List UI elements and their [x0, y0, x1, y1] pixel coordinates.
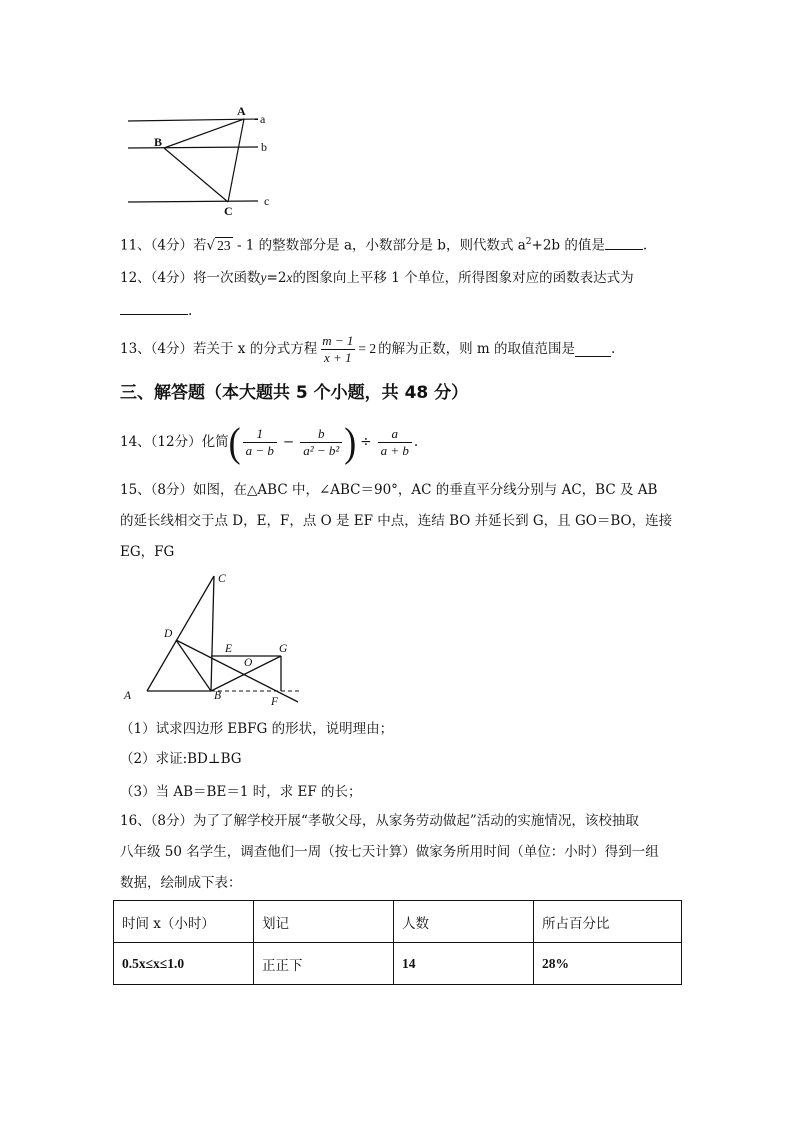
q14-fraction-1 [243, 426, 277, 459]
fig2-AC [147, 576, 214, 691]
housework-time-table [113, 900, 682, 985]
fig1-label-B: B [154, 135, 163, 149]
triangle-perpendicular-bisector-figure [120, 570, 310, 710]
question-14 [120, 420, 418, 464]
fig1-label-C: C [224, 204, 233, 218]
question-16-line-2: 八年级 50 名学生，调查他们一周（按七天计算）做家务所用时间（单位：小时）得到一组 [120, 844, 659, 860]
question-12-answer-line [120, 301, 192, 320]
question-15-sub-2: （2）求证:BD⊥BG [120, 751, 242, 767]
question-15-sub-1: （1）试求四边形 EBFG 的形状，说明理由； [120, 721, 394, 737]
q11-tail: +2b 的值是 [531, 237, 605, 254]
question-16-line-3: 数据，绘制成下表： [120, 875, 242, 891]
q11-text: - 1 的整数部分是 a，小数部分是 b，则代数式 a [236, 237, 526, 254]
q14-right-paren: ) [344, 419, 357, 465]
sqrt-sign: √ [206, 237, 216, 254]
q14-end: . [413, 434, 419, 450]
q14-prefix: 14、（12分）化简 [120, 434, 229, 450]
q14-fraction-3 [378, 426, 412, 459]
q12-end: . [188, 303, 193, 319]
fig2-label-G: G [279, 643, 288, 655]
question-15-line-1: 15、（8分）如图，在△ABC 中，∠ABC＝90°，AC 的垂直平分线分别与 AC，BC 及 AB [120, 482, 658, 498]
question-15-sub-3: （3）当 AB＝BE＝1 时，求 EF 的长； [120, 784, 362, 800]
fig2-BC [211, 576, 214, 691]
table-cell: 正正下 [254, 943, 394, 985]
fig2-label-E: E [225, 643, 233, 655]
question-15-line-2: 的延长线相交于点 D，E，F，点 O 是 EF 中点，连结 BO 并延长到 G，且 GO＝BO，连接 [120, 513, 673, 529]
table-cell: 28% [534, 943, 682, 985]
q14-divide: ÷ [360, 434, 372, 450]
q12-text-a: 12、（4分）将一次函数 [120, 270, 261, 286]
q13-suffix: 的解为正数，则 m 的取值范围是 [378, 341, 576, 357]
fig1-label-A: A [237, 104, 246, 118]
q12-var-x: x [286, 270, 293, 285]
fig2-label-O: O [244, 657, 253, 669]
q14-left-paren: ( [228, 419, 241, 465]
question-12 [120, 269, 634, 287]
q14-f1-den: a − b [243, 442, 277, 459]
table-header-cell: 人数 [394, 901, 534, 943]
fig1-label-c: c [264, 194, 270, 208]
table-header-cell: 所占百分比 [534, 901, 682, 943]
fig2-label-D: D [164, 628, 173, 640]
line-c [128, 201, 258, 202]
question-15-line-3: EG，FG [120, 544, 175, 560]
q14-f3-den: a + b [378, 442, 412, 459]
q12-var-y: y [260, 270, 267, 285]
segment-AB [164, 119, 244, 148]
q13-answer-blank [575, 341, 611, 357]
q11-end: . [642, 237, 648, 254]
q12-answer-blank [120, 301, 188, 315]
section-3-title: 三、解答题（本大题共 5 个小题，共 48 分） [120, 383, 469, 403]
fig2-label-C: C [218, 573, 226, 585]
q11-prefix: 11、（4分）若 [120, 237, 207, 254]
fig2-label-B: B [214, 690, 222, 702]
table-header-cell: 划记 [254, 901, 394, 943]
q14-f1-num: 1 [256, 425, 263, 441]
q13-prefix: 13、（4分）若关于 x 的分式方程 [120, 341, 318, 357]
q13-numerator: m − 1 [322, 332, 354, 348]
q11-radicand: 23 [217, 237, 231, 253]
fig2-BD [176, 640, 211, 691]
fig1-label-b: b [261, 140, 267, 154]
question-11 [120, 233, 647, 255]
question-13 [120, 329, 615, 369]
q14-f2-num: b [317, 425, 325, 441]
segment-AC [228, 119, 244, 202]
segment-BC [164, 148, 228, 202]
table-row [114, 943, 682, 985]
q14-f2-den: a² − b² [300, 442, 342, 459]
fig2-label-A: A [124, 690, 132, 702]
q12-eq: =2 [266, 270, 287, 286]
table-cell: 14 [394, 943, 534, 985]
q13-denominator: x + 1 [321, 349, 355, 366]
q11-answer-blank [605, 236, 643, 250]
table-header-cell: 时间 x（小时） [114, 901, 254, 943]
q13-eq: = 2 [358, 341, 377, 356]
q14-f3-num: a [391, 425, 398, 441]
q13-end: . [611, 341, 616, 357]
q12-text-b: 的图象向上平移 1 个单位，所得图象对应的函数表达式为 [292, 270, 634, 286]
q14-fraction-2 [300, 426, 342, 459]
q11-sup: 2 [525, 237, 532, 247]
table-header-row [114, 901, 682, 943]
q13-fraction [319, 333, 356, 366]
fig1-label-a: a [260, 112, 266, 126]
question-16-line-1: 16、（8分）为了了解学校开展“孝敬父母，从家务劳动做起”活动的实施情况，该校抽取 [120, 813, 639, 829]
fig2-label-F: F [271, 696, 279, 708]
q14-minus: − [282, 434, 295, 450]
table-cell: 0.5x≤x≤1.0 [114, 943, 254, 985]
